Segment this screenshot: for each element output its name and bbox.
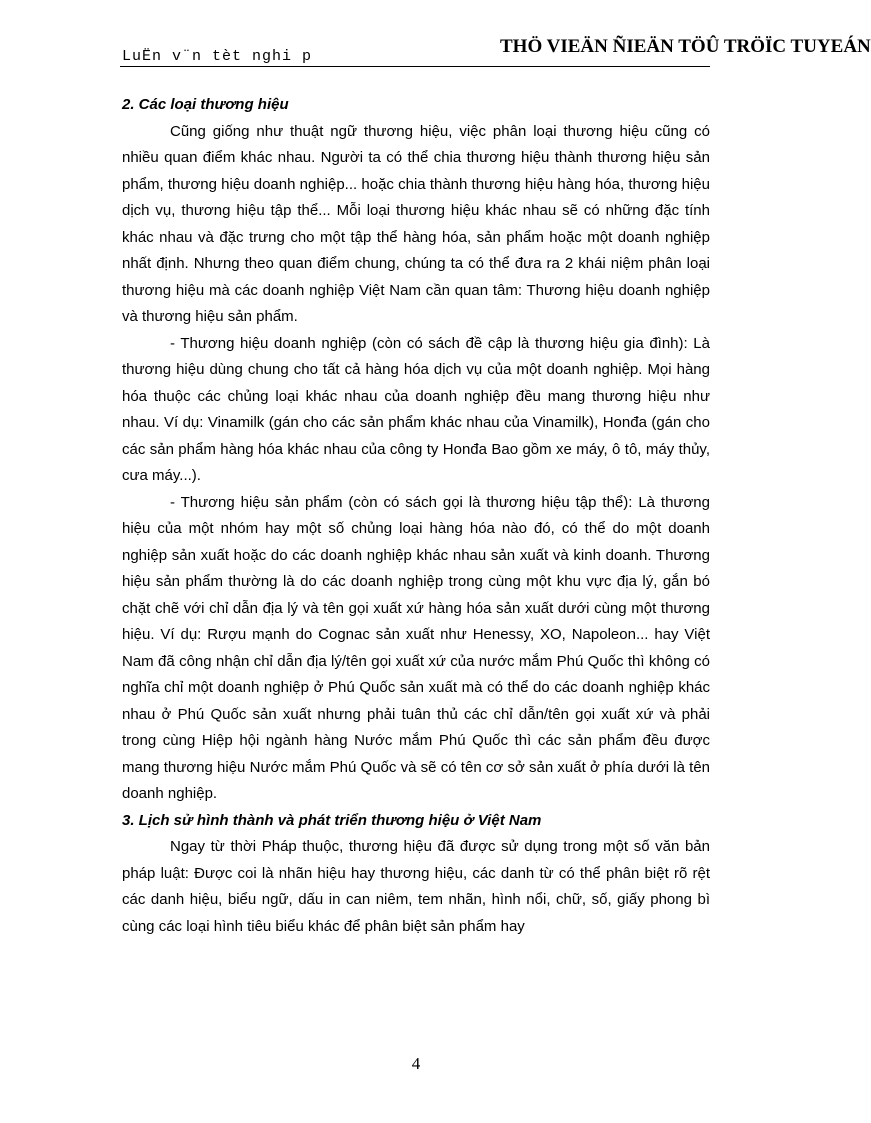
running-header-right: THÖ VIEÄN ÑIEÄN TÖÛ TRÖÏC TUYEÁN xyxy=(500,36,871,57)
section-3-heading: 3. Lịch sử hình thành và phát triển thương hiệu ở Việt Nam xyxy=(122,811,542,829)
page-body xyxy=(122,92,710,940)
section-3-paragraph-1: Ngay từ thời Pháp thuộc, thương hiệu đã được sử dụng trong một số văn bản pháp luật: Được coi là nhãn hiệu hay thương hiệu, các danh từ có thể phân biệt rõ rệt các danh hiệu, biểu ngữ, dấu in can niêm, tem nhãn, hình nổi, chữ, số, giấy phong bì cùng các loại hình tiêu biểu khác để phân biệt sản phẩm hay xyxy=(122,838,710,935)
section-2-paragraph-1: Cũng giống như thuật ngữ thương hiệu, việc phân loại thương hiệu cũng có nhiều quan điểm khác nhau. Người ta có thể chia thương hiệu thành thương hiệu sản phẩm, thương hiệu doanh nghiệp... hoặc chia thành thương hiệu hàng hóa, thương hiệu dịch vụ, thương hiệu tập thể... Mỗi loại thương hiệu khác nhau sẽ có những đặc tính khác nhau và đặc trưng cho một tập thể hàng hóa, sản phẩm hoặc một doanh nghiệp nhất định. Nhưng theo quan điểm chung, chúng ta có thể đưa ra 2 khái niệm phân loại thương hiệu mà các doanh nghiệp Việt Nam cần quan tâm: Thương hiệu doanh nghiệp và thương hiệu sản phẩm. xyxy=(122,122,710,325)
section-2-heading: 2. Các loại thương hiệu xyxy=(122,96,289,113)
running-header-left: LuËn v¨n tèt nghi p xyxy=(122,48,313,65)
section-2-paragraph-2: - Thương hiệu doanh nghiệp (còn có sách đề cập là thương hiệu gia đình): Là thương hiệu dùng chung cho tất cả hàng hóa dịch vụ của một doanh nghiệp. Mọi hàng hóa thuộc các chủng loại khác nhau của doanh nghiệp đều mang thương hiệu như nhau. Ví dụ: Vinamilk (gán cho các sản phẩm khác nhau của Vinamilk), Honđa (gán cho các sản phẩm hàng hóa khác nhau của công ty Honđa Bao gồm xe máy, ô tô, máy thủy, cưa máy...). xyxy=(122,334,710,484)
header-rule xyxy=(120,66,710,67)
page-number: 4 xyxy=(411,1054,421,1073)
section-2-paragraph-3: - Thương hiệu sản phẩm (còn có sách gọi là thương hiệu tập thể): Là thương hiệu của một nhóm hay một số chủng loại hàng hóa nào đó, có thể do một doanh nghiệp sản xuất hoặc do các doanh nghiệp khác nhau sản xuất và kinh doanh. Thương hiệu sản phẩm thường là do các doanh nghiệp trong cùng một khu vực địa lý, gắn bó chặt chẽ với chỉ dẫn địa lý và tên gọi xuất xứ hàng hóa sản xuất dưới cùng một thương hiệu. Ví dụ: Rượu mạnh do Cognac sản xuất như Henessy, XO, Napoleon... hay Việt Nam đã công nhận chỉ dẫn địa lý/tên gọi xuất xứ của nước mắm Phú Quốc thì không có nghĩa chỉ một doanh nghiệp ở Phú Quốc sản xuất mà có thể do các doanh nghiệp khác nhau ở Phú Quốc sản xuất nhưng phải tuân thủ các chỉ dẫn/tên gọi xuất xứ và phải trong cùng Hiệp hội ngành hàng Nước mắm Phú Quốc thì các sản phẩm đều được mang thương hiệu Nước mắm Phú Quốc và sẽ có tên cơ sở sản xuất ở phía dưới là tên doanh nghiệp. xyxy=(122,493,710,802)
